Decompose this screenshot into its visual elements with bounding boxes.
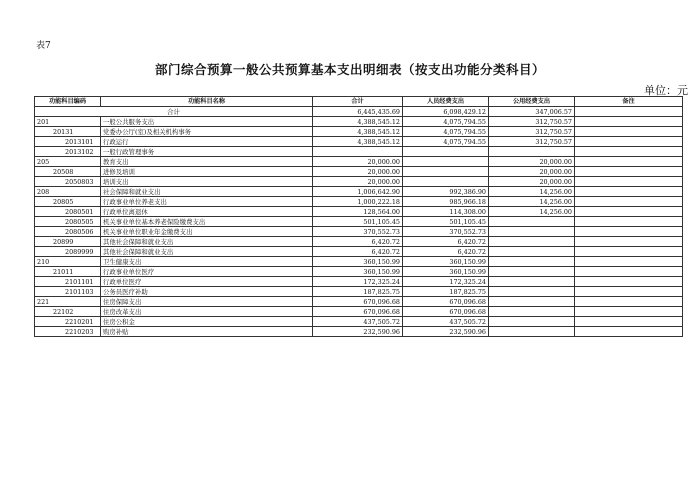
row-public [489,317,575,327]
row-note [575,287,683,297]
col-header-public: 公用经费支出 [489,97,575,107]
row-public [489,247,575,257]
row-sum: 370,552.73 [313,227,403,237]
row-note [575,127,683,137]
row-personnel: 370,552.73 [403,227,489,237]
row-sum: 437,505.72 [313,317,403,327]
row-personnel: 172,325.24 [403,277,489,287]
row-personnel: 232,590.96 [403,327,489,337]
row-public: 20,000.00 [489,167,575,177]
row-code: 205 [35,157,101,167]
row-note [575,187,683,197]
row-code: 221 [35,297,101,307]
table-row [35,247,683,257]
row-note [575,177,683,187]
row-personnel: 985,966.18 [403,197,489,207]
row-name: 行政事业单位医疗 [101,267,313,277]
table-row [35,327,683,337]
total-sum: 6,445,435.69 [313,107,403,117]
row-code: 208 [35,187,101,197]
row-public [489,307,575,317]
row-sum: 501,105.45 [313,217,403,227]
row-note [575,197,683,207]
row-personnel: 187,825.75 [403,287,489,297]
table-row [35,197,683,207]
row-sum: 4,388,545.12 [313,137,403,147]
row-name: 机关事业单位职业年金缴费支出 [101,227,313,237]
row-sum: 172,325.24 [313,277,403,287]
table-row [35,147,683,157]
table-row [35,227,683,237]
row-public: 14,256.00 [489,207,575,217]
row-public: 14,256.00 [489,197,575,207]
row-code: 201 [35,117,101,127]
row-sum: 6,420.72 [313,247,403,257]
table-row [35,257,683,267]
row-personnel: 4,075,794.55 [403,127,489,137]
table-row [35,127,683,137]
row-note [575,207,683,217]
row-name: 社会保障和就业支出 [101,187,313,197]
row-code: 2050803 [35,177,101,187]
table-row [35,187,683,197]
row-sum: 360,150.99 [313,257,403,267]
table-row [35,287,683,297]
row-public [489,277,575,287]
row-note [575,247,683,257]
row-code: 2210203 [35,327,101,337]
row-code: 2080501 [35,207,101,217]
row-code: 2101101 [35,277,101,287]
document-title: 部门综合预算一般公共预算基本支出明细表（按支出功能分类科目） [154,62,545,77]
col-header-sum: 合计 [313,97,403,107]
row-name: 住房改革支出 [101,307,313,317]
row-code: 2080506 [35,227,101,237]
row-public: 14,256.00 [489,187,575,197]
row-note [575,297,683,307]
unit-label: 单位：元 [644,84,688,97]
row-name: 教育支出 [101,157,313,167]
row-name: 购房补贴 [101,327,313,337]
row-note [575,257,683,267]
budget-table [34,96,683,337]
row-note [575,277,683,287]
row-personnel [403,167,489,177]
row-code: 2013102 [35,147,101,157]
row-code: 2210201 [35,317,101,327]
row-personnel [403,177,489,187]
col-header-name: 功能科目名称 [101,97,313,107]
total-row [35,107,683,117]
row-name: 行政单位离退休 [101,207,313,217]
row-personnel [403,157,489,167]
table-row [35,117,683,127]
row-note [575,217,683,227]
row-public [489,147,575,157]
total-personnel: 6,098,429.12 [403,107,489,117]
row-code: 210 [35,257,101,267]
row-name: 培训支出 [101,177,313,187]
row-personnel: 670,096.68 [403,297,489,307]
row-personnel: 360,150.99 [403,267,489,277]
row-name: 行政事业单位养老支出 [101,197,313,207]
total-note [575,107,683,117]
row-sum [313,147,403,157]
row-note [575,137,683,147]
row-name: 进修及培训 [101,167,313,177]
row-personnel: 4,075,794.55 [403,117,489,127]
row-note [575,317,683,327]
row-personnel: 6,420.72 [403,247,489,257]
row-note [575,267,683,277]
row-note [575,147,683,157]
row-name: 公务员医疗补助 [101,287,313,297]
row-note [575,157,683,167]
col-header-personnel: 人员经费支出 [403,97,489,107]
row-sum: 4,388,545.12 [313,117,403,127]
row-code: 21011 [35,267,101,277]
row-personnel: 6,420.72 [403,237,489,247]
row-public [489,257,575,267]
row-code: 2101103 [35,287,101,297]
row-sum: 6,420.72 [313,237,403,247]
row-sum: 4,388,545.12 [313,127,403,137]
row-sum: 1,000,222.18 [313,197,403,207]
table-row [35,237,683,247]
row-personnel: 992,386.90 [403,187,489,197]
row-name: 机关事业单位基本养老保险缴费支出 [101,217,313,227]
row-public [489,227,575,237]
row-personnel: 501,105.45 [403,217,489,227]
row-sum: 20,000.00 [313,157,403,167]
row-sum: 20,000.00 [313,177,403,187]
row-sum: 128,564.00 [313,207,403,217]
row-code: 20899 [35,237,101,247]
row-sum: 670,096.68 [313,307,403,317]
table-row [35,207,683,217]
row-note [575,167,683,177]
row-personnel: 670,096.68 [403,307,489,317]
total-label: 合计 [35,107,313,117]
row-name: 卫生健康支出 [101,257,313,267]
row-code: 2089999 [35,247,101,257]
row-sum: 187,825.75 [313,287,403,297]
row-personnel: 360,150.99 [403,257,489,267]
table-row [35,217,683,227]
row-public: 20,000.00 [489,157,575,167]
row-sum: 20,000.00 [313,167,403,177]
row-note [575,327,683,337]
table-row [35,297,683,307]
row-name: 行政运行 [101,137,313,147]
row-sum: 670,096.68 [313,297,403,307]
row-code: 2013101 [35,137,101,147]
table-row [35,137,683,147]
row-code: 2080505 [35,217,101,227]
row-sum: 1,006,642.90 [313,187,403,197]
total-public: 347,006.57 [489,107,575,117]
table-number: 表7 [36,41,51,51]
row-name: 行政单位医疗 [101,277,313,287]
header-row [35,97,683,107]
row-code: 20508 [35,167,101,177]
table-row [35,157,683,167]
row-public [489,287,575,297]
row-code: 22102 [35,307,101,317]
row-sum: 232,590.96 [313,327,403,337]
table-row [35,167,683,177]
row-public [489,327,575,337]
row-personnel: 114,308.00 [403,207,489,217]
col-header-code: 功能科目编码 [35,97,101,107]
row-personnel: 437,505.72 [403,317,489,327]
row-name: 一般行政管理事务 [101,147,313,157]
row-code: 20131 [35,127,101,137]
row-note [575,237,683,247]
row-public: 20,000.00 [489,177,575,187]
row-name: 其他社会保障和就业支出 [101,237,313,247]
row-sum: 360,150.99 [313,267,403,277]
row-code: 20805 [35,197,101,207]
table-row [35,267,683,277]
row-name: 一般公共服务支出 [101,117,313,127]
row-public [489,297,575,307]
row-personnel: 4,075,794.55 [403,137,489,147]
row-personnel [403,147,489,157]
row-public: 312,750.57 [489,137,575,147]
row-name: 住房公积金 [101,317,313,327]
row-public: 312,750.57 [489,117,575,127]
row-name: 其他社会保障和就业支出 [101,247,313,257]
table-row [35,177,683,187]
row-public [489,217,575,227]
row-note [575,307,683,317]
col-header-note: 备注 [575,97,683,107]
row-note [575,117,683,127]
row-public [489,237,575,247]
row-name: 党委办公厅(室)及相关机构事务 [101,127,313,137]
row-name: 住房保障支出 [101,297,313,307]
row-public [489,267,575,277]
table-row [35,277,683,287]
table-row [35,307,683,317]
row-note [575,227,683,237]
row-public: 312,750.57 [489,127,575,137]
table-row [35,317,683,327]
